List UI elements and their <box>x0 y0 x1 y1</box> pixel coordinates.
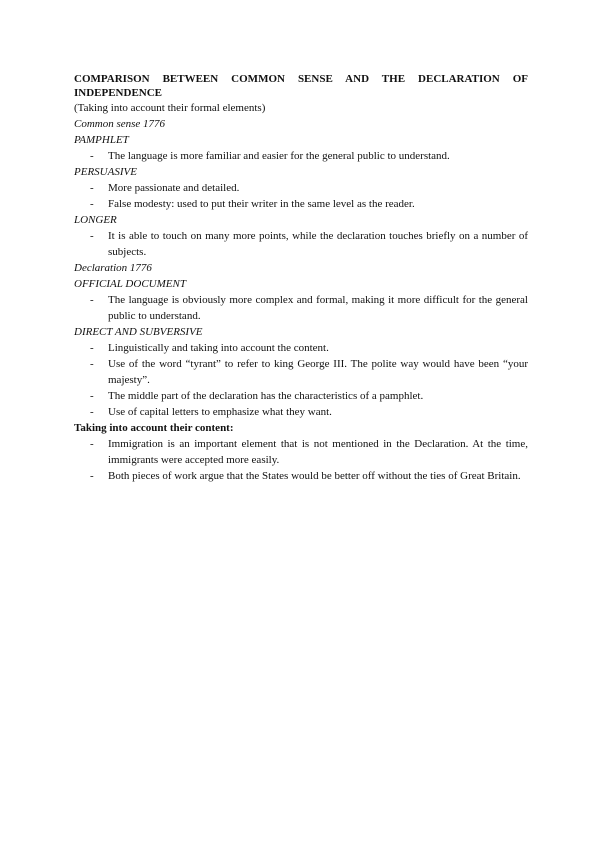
document-title: COMPARISON BETWEEN COMMON SENSE AND THE DECLARATION OF INDEPENDENCE <box>74 73 528 99</box>
longer-label: LONGER <box>74 214 117 226</box>
list-item <box>74 196 528 212</box>
list-item-text: The middle part of the declaration has the characteristics of a pamphlet. <box>108 390 424 402</box>
document-page <box>74 72 528 484</box>
list-item-text: Immigration is an important element that is not mentioned in the Declaration. At the time, immigrants were accepted more easily. <box>108 438 528 466</box>
dash-marker: - <box>90 230 94 242</box>
dash-marker: - <box>90 182 94 194</box>
longer-list <box>74 228 528 260</box>
content-list <box>74 436 528 484</box>
dash-marker: - <box>90 406 94 418</box>
official-document-label: OFFICIAL DOCUMENT <box>74 278 186 290</box>
persuasive-label: PERSUASIVE <box>74 166 137 178</box>
direct-subversive-label: DIRECT AND SUBVERSIVE <box>74 326 203 338</box>
document-subtitle: (Taking into account their formal elements) <box>74 102 266 114</box>
list-item <box>74 388 528 404</box>
list-item <box>74 356 528 388</box>
list-item-text: False modesty: used to put their writer in the same level as the reader. <box>108 198 415 210</box>
list-item-text: Both pieces of work argue that the States would be better off without the ties of Great Britain. <box>108 470 521 482</box>
list-item <box>74 436 528 468</box>
list-item <box>74 468 528 484</box>
list-item <box>74 340 528 356</box>
declaration-heading: Declaration 1776 <box>74 262 152 274</box>
list-item <box>74 404 528 420</box>
dash-marker: - <box>90 470 94 482</box>
dash-marker: - <box>90 358 94 370</box>
persuasive-list <box>74 180 528 212</box>
direct-subversive-list <box>74 340 528 420</box>
list-item <box>74 180 528 196</box>
dash-marker: - <box>90 342 94 354</box>
pamphlet-list <box>74 148 528 164</box>
dash-marker: - <box>90 198 94 210</box>
list-item-text: The language is more familiar and easier for the general public to understand. <box>108 150 450 162</box>
dash-marker: - <box>90 150 94 162</box>
official-document-list <box>74 292 528 324</box>
dash-marker: - <box>90 294 94 306</box>
list-item-text: Use of capital letters to emphasize what they want. <box>108 406 332 418</box>
list-item-text: Use of the word “tyrant” to refer to king George III. The polite way would have been “your majesty”. <box>108 358 528 386</box>
list-item-text: More passionate and detailed. <box>108 182 240 194</box>
list-item-text: The language is obviously more complex and formal, making it more difficult for the general public to understand. <box>108 294 528 322</box>
pamphlet-label: PAMPHLET <box>74 134 129 146</box>
list-item-text: Linguistically and taking into account the content. <box>108 342 329 354</box>
list-item <box>74 228 528 260</box>
common-sense-heading: Common sense 1776 <box>74 118 166 130</box>
list-item <box>74 148 528 164</box>
dash-marker: - <box>90 438 94 450</box>
list-item-text: It is able to touch on many more points, while the declaration touches briefly on a number of subjects. <box>108 230 528 258</box>
content-heading: Taking into account their content: <box>74 422 234 434</box>
dash-marker: - <box>90 390 94 402</box>
list-item <box>74 292 528 324</box>
